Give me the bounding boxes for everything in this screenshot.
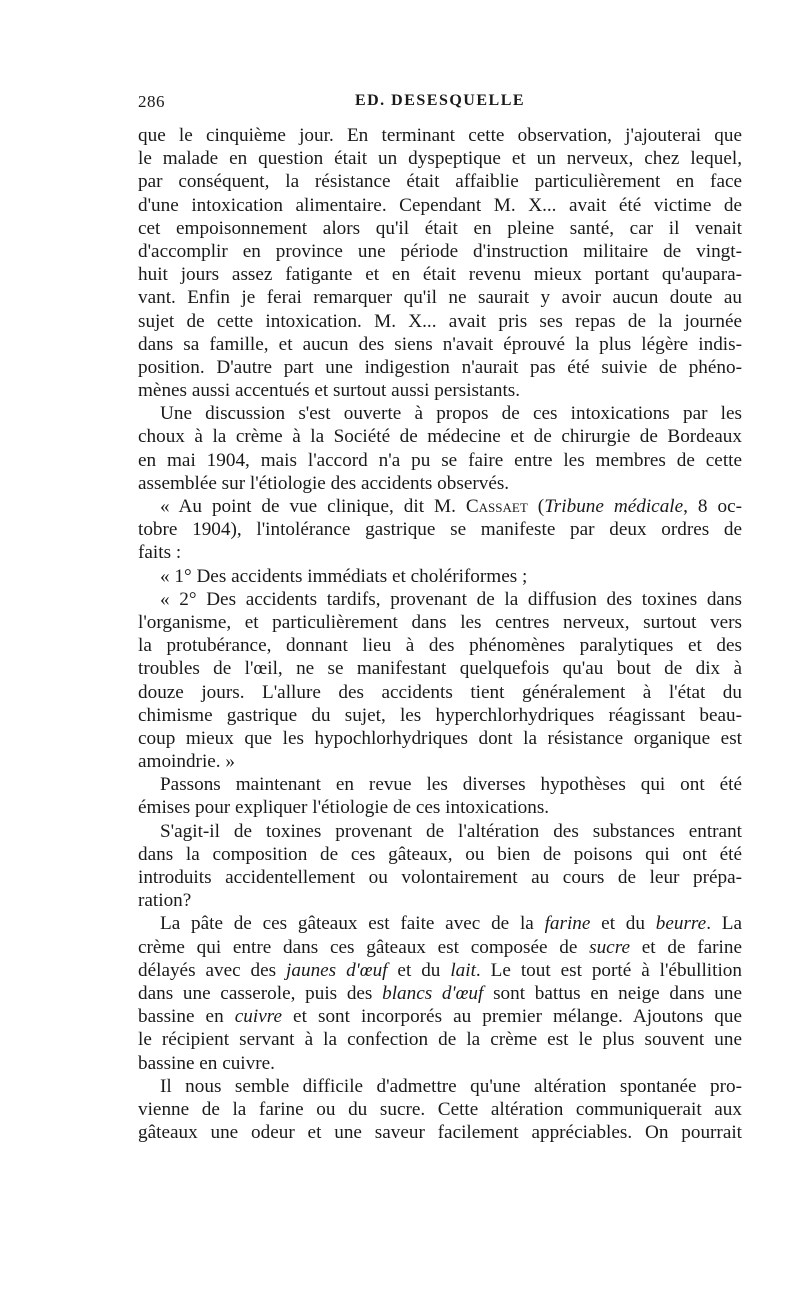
text-run: La pâte de ces gâteaux est faite avec de la <box>160 913 545 935</box>
italic-term: sucre <box>589 936 630 958</box>
paragraph <box>138 124 742 402</box>
paragraph <box>138 1075 742 1145</box>
text-run: et du <box>590 913 656 935</box>
paragraph <box>138 773 742 819</box>
text-run: « Au point de vue clinique, dit M. <box>160 496 466 517</box>
italic-term: lait <box>450 959 476 981</box>
text-line: huit jours assez fatigante et en était revenu mieux portant qu'aupara- <box>138 264 742 286</box>
text-line <box>138 1005 742 1028</box>
text-line: « 1° Des accidents immédiats et cholériformes ; <box>160 565 528 587</box>
journal-title: Tribune médicale <box>544 496 684 517</box>
italic-term: farine <box>544 913 591 935</box>
text-line <box>138 912 742 935</box>
text-line: introduits accidentellement ou volontairement au cours de leur prépa- <box>138 867 742 888</box>
text-line: Il nous semble difficile d'admettre qu'une altération spontanée pro- <box>160 1075 742 1097</box>
quote-paragraph <box>138 588 742 774</box>
author-name: Cassaet <box>465 496 528 517</box>
text-line: l'organisme, et particulièrement dans les centres nerveux, surtout vers <box>138 611 742 633</box>
italic-term: jaunes d'œuf <box>286 959 388 981</box>
text-run: sont battus en neige dans une <box>483 982 742 1004</box>
text-line: vant. Enfin je ferai remarquer qu'il ne saurait y avoir aucun doute au <box>138 287 742 309</box>
text-line: le récipient servant à la confection de la crème est le plus souvent une <box>138 1029 742 1051</box>
text-line: émises pour expliquer l'étiologie de ces intoxications. <box>138 797 550 819</box>
running-head: ED. DESESQUELLE <box>354 92 526 109</box>
text-line: S'agit-il de toxines provenant de l'altération des substances entrant <box>160 820 742 842</box>
text-line: la protubérance, donnant lieu à des phénomènes paralytiques et des <box>138 635 742 657</box>
text-line: le malade en question était un dyspeptique et un nerveux, chez lequel, <box>138 148 742 170</box>
text-line: chimisme gastrique du sujet, les hyperchlorhydriques réagissant beau- <box>138 704 742 726</box>
text-run: et du <box>387 959 451 981</box>
text-line: que le cinquième jour. En terminant cette observation, j'ajouterai que <box>138 125 742 146</box>
text-line: mènes aussi accentués et surtout aussi persistants. <box>138 380 521 402</box>
paragraph <box>138 912 742 1074</box>
text-run: ( <box>527 496 545 517</box>
text-line: amoindrie. » <box>138 751 235 773</box>
text-run: dans une casserole, puis des <box>138 982 383 1004</box>
text-line: choux à la crème à la Société de médecine et de chirurgie de Bordeaux <box>138 426 742 448</box>
text-line: position. D'autre part une indigestion n'aurait pas été suivie de phéno- <box>138 356 742 378</box>
text-line: par conséquent, la résistance était affaiblie particulièrement en face <box>138 171 742 193</box>
text-line: « 2° Des accidents tardifs, provenant de la diffusion des toxines dans <box>160 588 742 610</box>
text-line <box>138 982 742 1005</box>
text-line: d'accomplir en province une période d'instruction militaire de vingt- <box>138 240 742 262</box>
text-line: cet empoisonnement alors qu'il était en pleine santé, car il venait <box>138 217 742 239</box>
text-line: dans la composition de ces gâteaux, ou bien de poisons qui ont été <box>138 843 742 865</box>
text-line: assemblée sur l'étiologie des accidents observés. <box>138 472 510 494</box>
text-run: et de farine <box>629 936 742 958</box>
text-line: ration? <box>138 890 192 912</box>
text-line: coup mieux que les hypochlorhydriques dont la résistance organique est <box>138 727 742 749</box>
page-body <box>138 124 742 1144</box>
text-run: . Le tout est porté à l'ébullition <box>475 959 742 981</box>
italic-term: blancs d'œuf <box>382 982 484 1004</box>
text-line: bassine en cuivre. <box>138 1052 275 1074</box>
text-line: dans sa famille, et aucun des siens n'avait éprouvé la plus légère indis- <box>138 333 742 355</box>
text-line: douze jours. L'allure des accidents tient généralement à l'état du <box>138 681 742 703</box>
page-number: 286 <box>138 92 165 111</box>
text-line <box>138 959 742 982</box>
italic-term: beurre <box>655 913 707 935</box>
text-line <box>138 495 742 518</box>
text-run: , 8 oc- <box>683 496 743 517</box>
paragraph <box>138 820 742 913</box>
text-line: vienne de la farine ou du sucre. Cette altération communiquerait aux <box>138 1098 742 1120</box>
text-line: Une discussion s'est ouverte à propos de ces intoxications par les <box>160 403 742 425</box>
text-line: tobre 1904), l'intolérance gastrique se manifeste par deux ordres de <box>138 519 742 541</box>
text-line: troubles de l'œil, ne se manifestant quelquefois qu'au bout de dix à <box>138 658 742 680</box>
text-run: délayés avec des <box>138 959 287 981</box>
text-line: d'une intoxication alimentaire. Cependant M. X... avait été victime de <box>138 194 742 216</box>
quote-paragraph <box>138 495 742 565</box>
text-line: faits : <box>138 542 182 564</box>
text-run: crème qui entre dans ces gâteaux est composée de <box>138 936 590 958</box>
text-run: et sont incorporés au premier mélange. Ajoutons que <box>281 1006 742 1028</box>
text-line: en mai 1904, mais l'accord n'a pu se faire entre les membres de cette <box>138 449 742 471</box>
quote-paragraph <box>138 565 742 588</box>
text-run: . La <box>706 913 742 935</box>
page-header <box>138 92 742 112</box>
text-line <box>138 936 742 959</box>
text-line: Passons maintenant en revue les diverses hypothèses qui ont été <box>160 774 742 796</box>
text-run: bassine en <box>138 1006 235 1028</box>
paragraph <box>138 402 742 495</box>
italic-term: cuivre <box>234 1006 282 1028</box>
text-line: gâteaux une odeur et une saveur facilement appréciables. On pourrait <box>138 1122 742 1144</box>
text-line: sujet de cette intoxication. M. X... avait pris ses repas de la journée <box>138 310 742 332</box>
